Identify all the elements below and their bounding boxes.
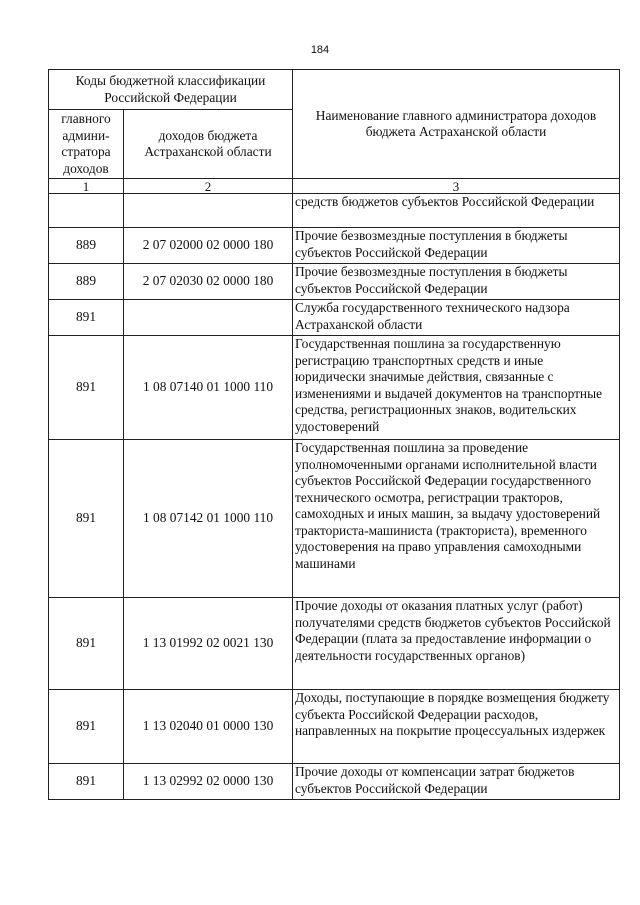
header-col-number: 1 <box>49 179 124 194</box>
income-code-cell: 1 13 02040 01 0000 130 <box>124 690 293 764</box>
admin-code-cell: 891 <box>49 300 124 336</box>
admin-code-cell <box>49 194 124 228</box>
income-code-cell: 1 08 07142 01 1000 110 <box>124 440 293 598</box>
income-code-cell <box>124 194 293 228</box>
table-row <box>49 336 620 440</box>
name-cell: Государственная пошлина за проведение уполномоченными органами исполнительной власти субъектов Российской Федерации государственного технического осмотра, регистрации тракторов, самоходных и иных машин, за выдачу удостоверений тракториста-машиниста (тракториста), временного удостоверения на право управления самоходными машинами <box>293 440 620 598</box>
name-cell: Государственная пошлина за государственную регистрацию транспортных средств и иные юридически значимые действия, связанные с изменениями и выдачей документов на транспортные средства, регистрационных знаков, водительских удостоверений <box>293 336 620 440</box>
revenue-codes-table <box>48 69 620 800</box>
income-code-cell: 1 08 07140 01 1000 110 <box>124 336 293 440</box>
income-code-cell: 2 07 02030 02 0000 180 <box>124 264 293 300</box>
table-row <box>49 228 620 264</box>
page-number: 184 <box>310 44 330 56</box>
table-row <box>49 764 620 800</box>
name-cell: Прочие доходы от оказания платных услуг (работ) получателями средств бюджетов субъектов Российской Федерации (плата за предоставление информации о деятельности государственных органов) <box>293 598 620 690</box>
income-code-cell: 1 13 01992 02 0021 130 <box>124 598 293 690</box>
name-cell: Прочие доходы от компенсации затрат бюджетов субъектов Российской Федерации <box>293 764 620 800</box>
header-admin-code-title: главного админи-стратора доходов <box>49 110 124 179</box>
admin-code-cell: 889 <box>49 228 124 264</box>
name-cell: Прочие безвозмездные поступления в бюджеты субъектов Российской Федерации <box>293 264 620 300</box>
table-row <box>49 300 620 336</box>
table-row <box>49 194 620 228</box>
admin-code-cell: 891 <box>49 440 124 598</box>
table-row <box>49 440 620 598</box>
header-group-title: Коды бюджетной классификации Российской Федерации <box>49 70 293 110</box>
admin-code-cell: 891 <box>49 690 124 764</box>
name-cell: средств бюджетов субъектов Российской Федерации <box>293 194 620 228</box>
admin-code-cell: 891 <box>49 764 124 800</box>
admin-code-cell: 889 <box>49 264 124 300</box>
header-col-number: 3 <box>293 179 620 194</box>
income-code-cell: 2 07 02000 02 0000 180 <box>124 228 293 264</box>
header-name-title: Наименование главного администратора доходов бюджета Астраханской области <box>293 70 620 179</box>
name-cell: Прочие безвозмездные поступления в бюджеты субъектов Российской Федерации <box>293 228 620 264</box>
name-cell: Служба государственного технического надзора Астраханской области <box>293 300 620 336</box>
table-row <box>49 598 620 690</box>
income-code-cell: 1 13 02992 02 0000 130 <box>124 764 293 800</box>
income-code-cell <box>124 300 293 336</box>
table-row <box>49 264 620 300</box>
admin-code-cell: 891 <box>49 598 124 690</box>
header-col-number: 2 <box>124 179 293 194</box>
header-income-code-title: доходов бюджета Астраханской области <box>124 110 293 179</box>
admin-code-cell: 891 <box>49 336 124 440</box>
table-row <box>49 690 620 764</box>
name-cell: Доходы, поступающие в порядке возмещения бюджету субъекта Российской Федерации расходов, направленных на покрытие процессуальных издержек <box>293 690 620 764</box>
